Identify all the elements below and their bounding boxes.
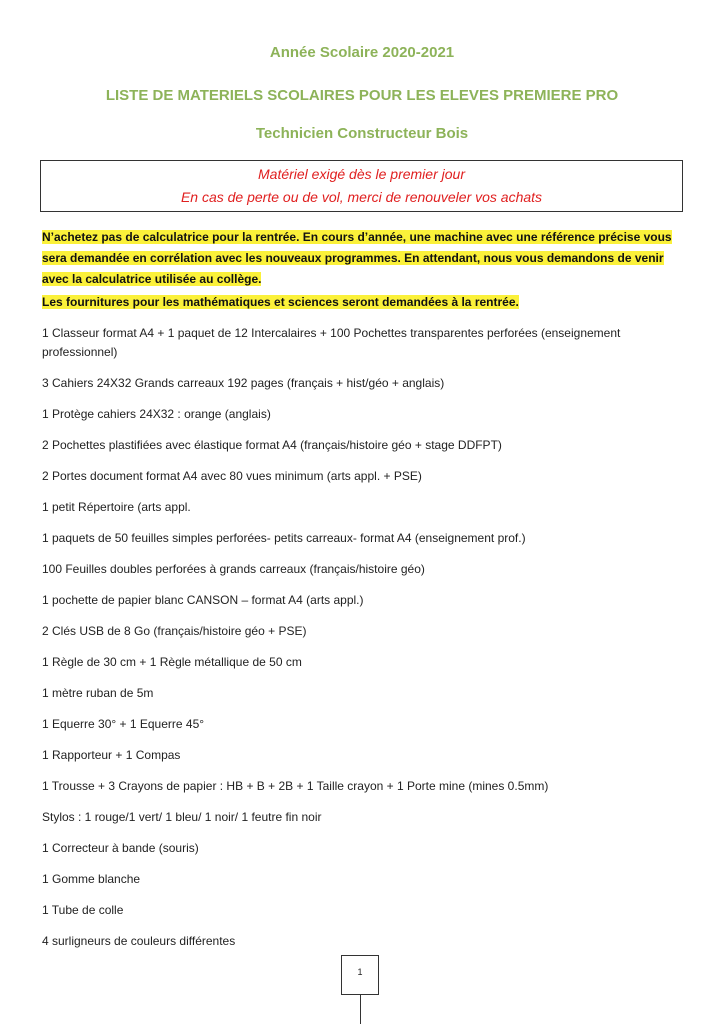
- list-item: 1 Protège cahiers 24X32 : orange (anglais): [42, 407, 271, 421]
- supplies-notice-text: Les fournitures pour les mathématiques et sciences seront demandées à la rentrée.: [42, 295, 519, 309]
- school-year-title: Année Scolaire 2020-2021: [269, 44, 455, 61]
- list-item: 1 Gomme blanche: [42, 872, 141, 886]
- list-item: 100 Feuilles doubles perforées à grands carreaux (français/histoire géo): [42, 562, 425, 576]
- list-item: 4 surligneurs de couleurs différentes: [42, 934, 236, 948]
- page-number-line: [360, 995, 361, 1024]
- list-item: 1 paquets de 50 feuilles simples perforées- petits carreaux- format A4 (enseignement prof.): [42, 531, 526, 545]
- notice-line-1: Matériel exigé dès le premier jour: [258, 166, 465, 182]
- list-item: 1 Règle de 30 cm + 1 Règle métallique de 50 cm: [42, 655, 302, 669]
- calculator-notice-text: N’achetez pas de calculatrice pour la rentrée. En cours d’année, une machine avec une référence précise vous sera demandée en corrélation avec les nouveaux programmes. En attendant, nous vous demandons de venir avec la calculatrice utilisée au collège.: [42, 230, 672, 286]
- list-item: 1 pochette de papier blanc CANSON – format A4 (arts appl.): [42, 593, 364, 607]
- list-title: LISTE DE MATERIELS SCOLAIRES POUR LES ELEVES PREMIERE PRO: [105, 87, 619, 104]
- list-item: 1 Classeur format A4 + 1 paquet de 12 Intercalaires + 100 Pochettes transparentes perforées (enseignement professionnel): [42, 326, 621, 359]
- list-item: 1 Trousse + 3 Crayons de papier : HB + B + 2B + 1 Taille crayon + 1 Porte mine (mines 0.5mm): [42, 779, 549, 793]
- program-title: Technicien Constructeur Bois: [255, 125, 469, 142]
- list-item: 1 petit Répertoire (arts appl.: [42, 500, 191, 514]
- notice-line-2: En cas de perte ou de vol, merci de renouveler vos achats: [180, 189, 543, 205]
- list-item: 2 Pochettes plastifiées avec élastique format A4 (français/histoire géo + stage DDFPT): [42, 438, 502, 452]
- page-number: 1: [341, 955, 379, 995]
- list-item: 3 Cahiers 24X32 Grands carreaux 192 pages (français + hist/géo + anglais): [42, 376, 445, 390]
- supplies-notice: [42, 292, 692, 313]
- list-item: 1 Correcteur à bande (souris): [42, 841, 199, 855]
- list-item: 1 mètre ruban de 5m: [42, 686, 154, 700]
- list-item: 1 Tube de colle: [42, 903, 124, 917]
- list-item: Stylos : 1 rouge/1 vert/ 1 bleu/ 1 noir/ 1 feutre fin noir: [42, 810, 322, 824]
- calculator-notice: [42, 227, 692, 290]
- list-item: 1 Rapporteur + 1 Compas: [42, 748, 181, 762]
- list-item: 1 Equerre 30° + 1 Equerre 45°: [42, 717, 205, 731]
- list-item: 2 Portes document format A4 avec 80 vues minimum (arts appl. + PSE): [42, 469, 422, 483]
- notice-box: [40, 160, 683, 212]
- list-item: 2 Clés USB de 8 Go (français/histoire géo + PSE): [42, 624, 307, 638]
